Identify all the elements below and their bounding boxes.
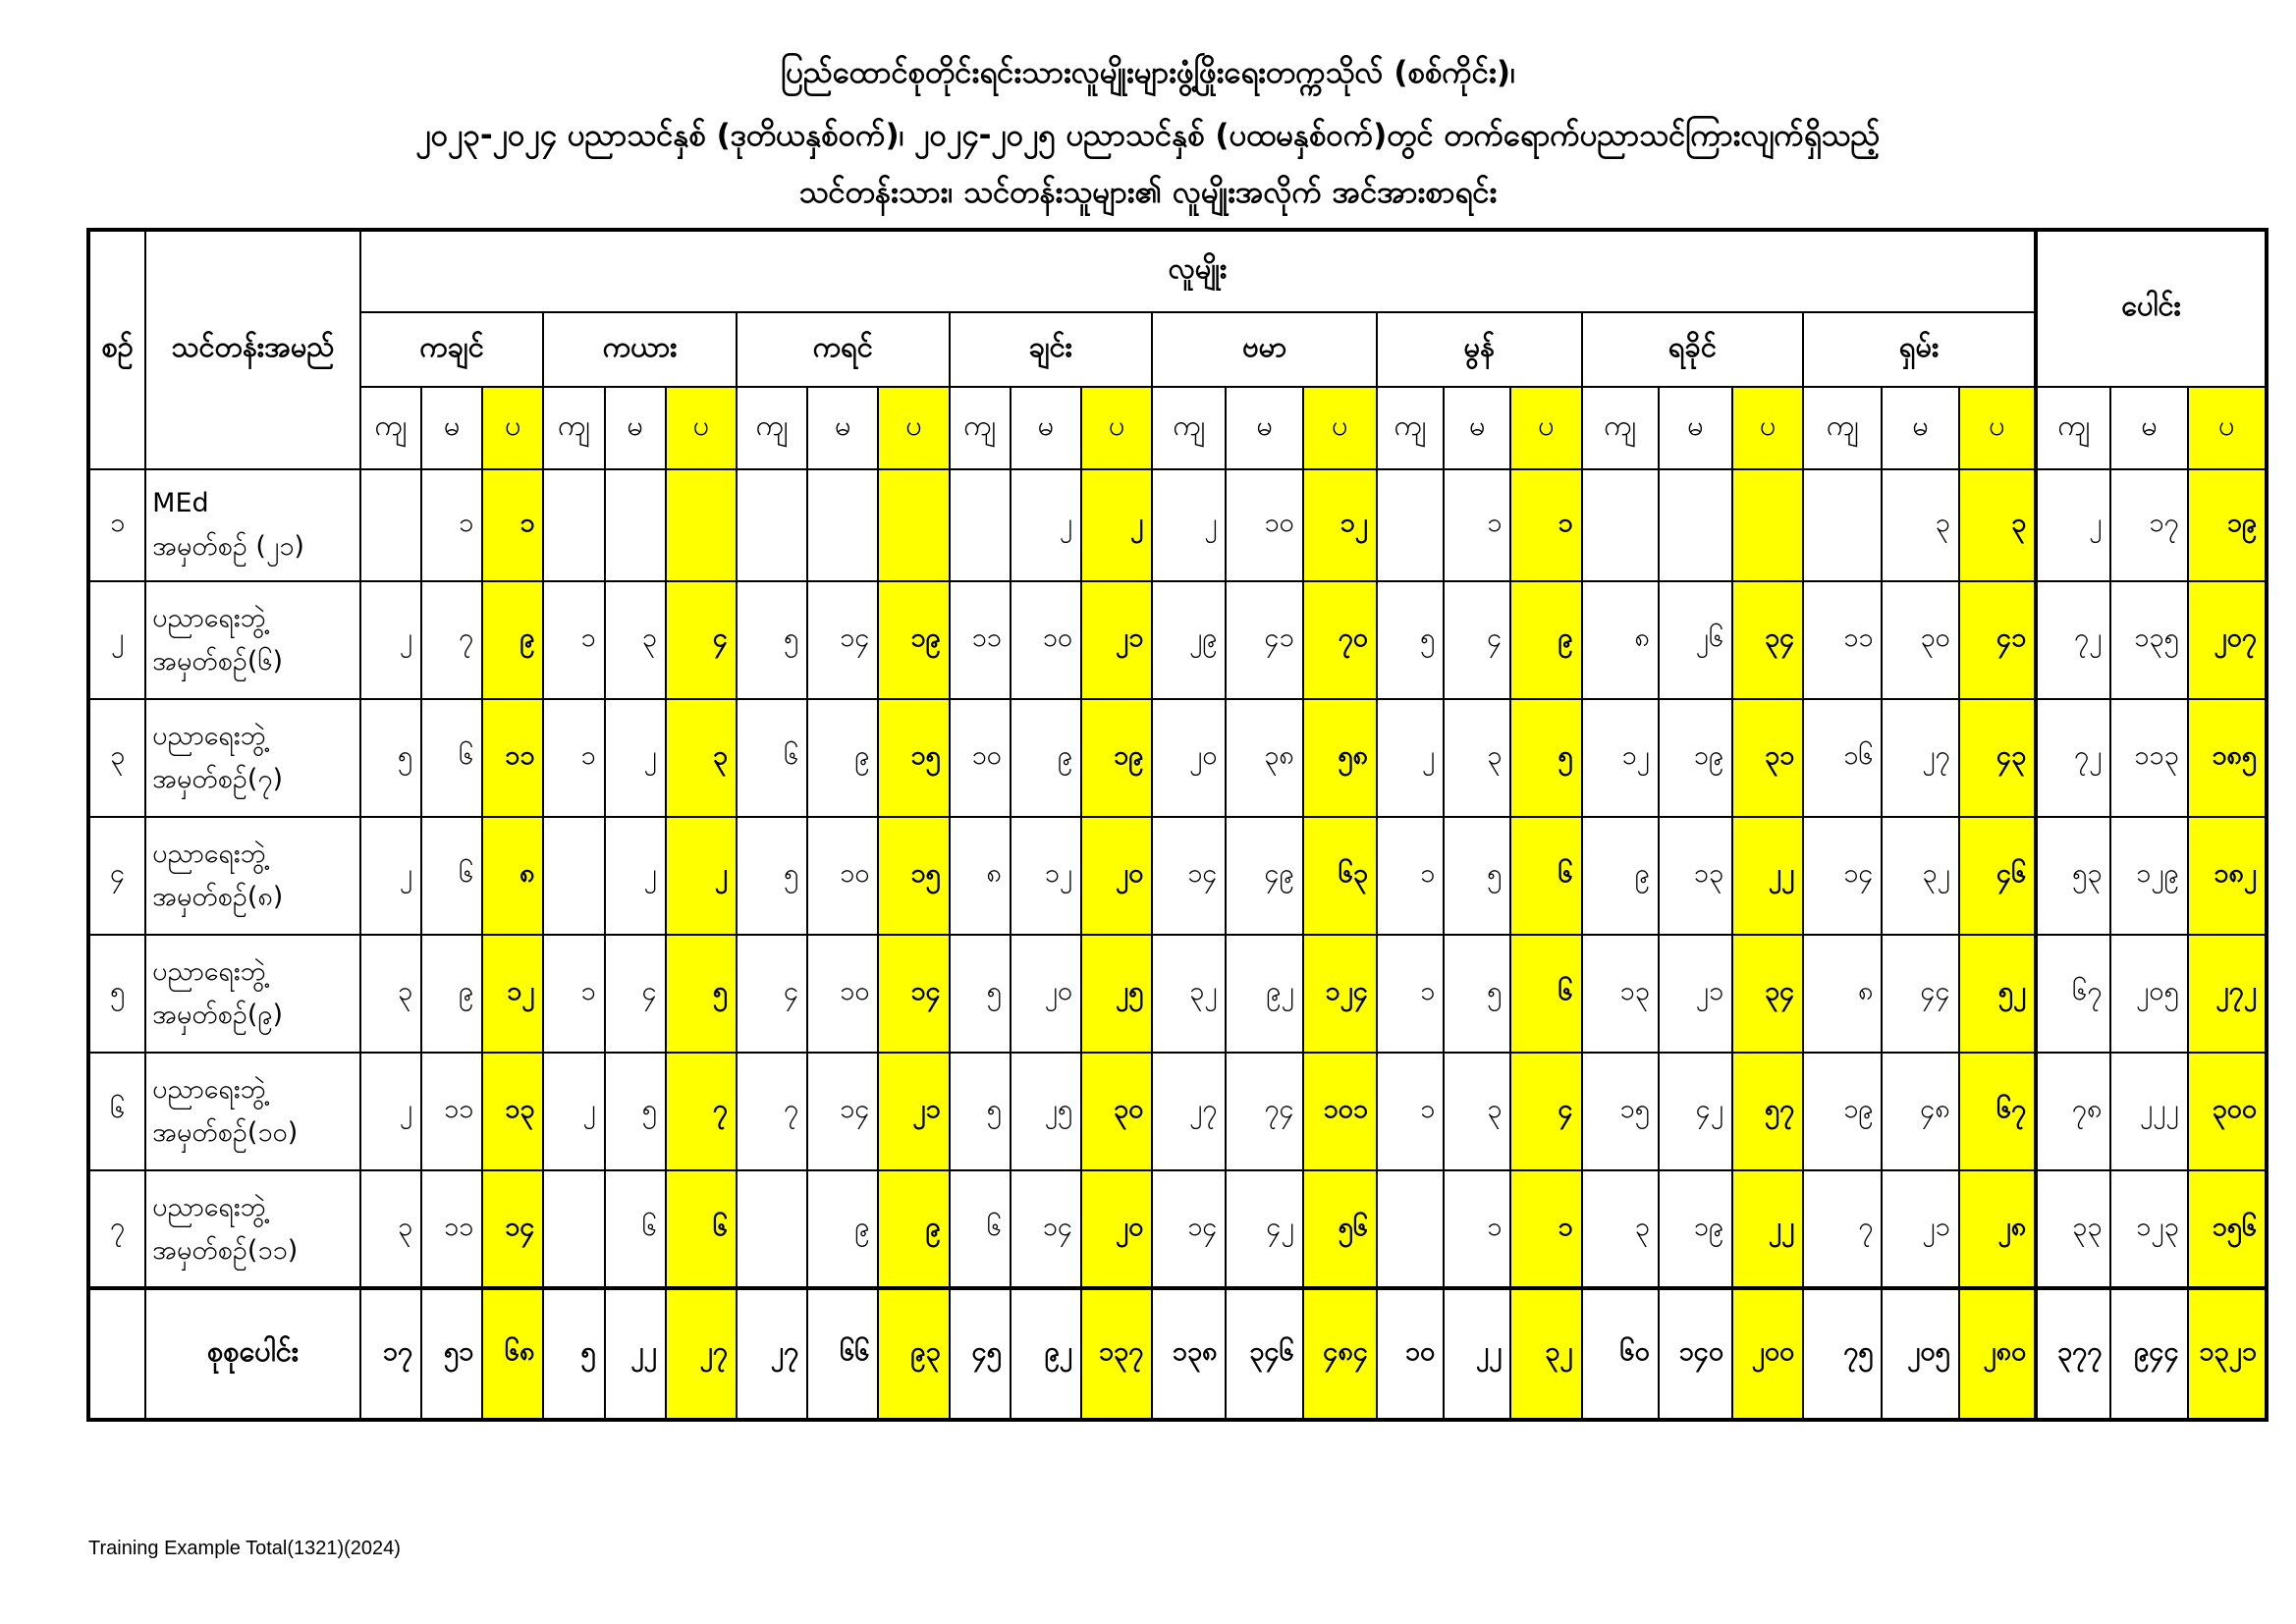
header-sub-total: ပ: [1510, 387, 1581, 469]
cell: ၁၉: [1659, 699, 1732, 817]
row-course-name: [145, 817, 360, 935]
cell: ၁: [543, 699, 604, 817]
header-sub-male: ကျ: [1152, 387, 1226, 469]
cell: ၃: [360, 935, 421, 1053]
cell: ၃၃: [2036, 1170, 2110, 1288]
cell: ၁၁: [421, 1170, 482, 1288]
cell: ၉၂: [1226, 935, 1302, 1053]
cell: ၂၀၇: [2188, 581, 2267, 699]
cell: ၁၈၂: [2188, 817, 2267, 935]
cell: ၃: [1444, 699, 1510, 817]
cell: ၄၈: [1882, 1053, 1958, 1170]
cell: ၈: [1582, 581, 1659, 699]
course-name-line1: ပညာရေးဘွဲ့: [152, 603, 266, 633]
header-ethnicity-1: ကယား: [543, 312, 737, 387]
cell: ၂၀: [1011, 935, 1081, 1053]
cell: ၄၂: [1226, 1170, 1302, 1288]
total-cell: ၂၀၅: [1882, 1288, 1958, 1420]
row-course-name: [145, 699, 360, 817]
cell: ၃၁: [1732, 699, 1803, 817]
cell: ၁၀: [950, 699, 1011, 817]
header-sub-female: မ: [421, 387, 482, 469]
row-course-name: [145, 581, 360, 699]
cell: ၅၇: [1732, 1053, 1803, 1170]
header-sub-female: မ: [1444, 387, 1510, 469]
cell: ၅: [605, 1053, 666, 1170]
cell: ၃: [360, 1170, 421, 1288]
cell: ၆: [1510, 935, 1581, 1053]
cell: ၁၆: [1803, 699, 1882, 817]
cell: ၂၂: [1732, 817, 1803, 935]
header-sub-female: မ: [2110, 387, 2187, 469]
cell: [737, 469, 807, 581]
cell: ၅: [737, 581, 807, 699]
header-sub-female: မ: [1659, 387, 1732, 469]
total-cell: ၁၃၂၁: [2188, 1288, 2267, 1420]
row-serial: ၅: [88, 935, 145, 1053]
course-name-line1: MEd: [152, 488, 209, 518]
cell: [1582, 469, 1659, 581]
cell: ၁၉: [1659, 1170, 1732, 1288]
cell: ၂၅: [1081, 935, 1152, 1053]
header-sub-total: ပ: [1732, 387, 1803, 469]
course-name-line2: အမှတ်စဉ်(၁၁): [152, 1234, 299, 1266]
cell: ၅၃: [2036, 817, 2110, 935]
cell: ၃၀: [1882, 581, 1958, 699]
cell: ၂: [360, 817, 421, 935]
table-row: [88, 581, 2267, 699]
cell: ၁၄: [807, 1053, 878, 1170]
cell: [360, 469, 421, 581]
row-course-name: [145, 935, 360, 1053]
cell: ၅: [360, 699, 421, 817]
row-course-name: [145, 469, 360, 581]
header-ethnicity-0: ကချင်: [360, 312, 544, 387]
cell: ၁၁၃: [2110, 699, 2187, 817]
table-row: [88, 469, 2267, 581]
cell: ၄၁: [1226, 581, 1302, 699]
cell: [1732, 469, 1803, 581]
cell: ၅: [1510, 699, 1581, 817]
total-cell: ၂၇: [737, 1288, 807, 1420]
cell: [878, 469, 949, 581]
total-cell: ၂၈၀: [1959, 1288, 2036, 1420]
cell: [543, 1170, 604, 1288]
total-row-serial-blank: [88, 1288, 145, 1420]
course-name-line2: အမှတ်စဉ်(၁၀): [152, 1117, 299, 1148]
total-cell: ၉၃: [878, 1288, 949, 1420]
course-name-line1: ပညာရေးဘွဲ့: [152, 1074, 266, 1105]
cell: ၂၁: [1659, 935, 1732, 1053]
cell: ၁၂: [1011, 817, 1081, 935]
cell: ၂၁: [1081, 581, 1152, 699]
header-sub-female: မ: [1882, 387, 1958, 469]
cell: [950, 469, 1011, 581]
cell: ၁၃: [1659, 817, 1732, 935]
total-cell: ၅: [543, 1288, 604, 1420]
cell: ၅: [1444, 817, 1510, 935]
cell: ၁: [1444, 469, 1510, 581]
cell: ၂: [666, 817, 737, 935]
cell: ၁၀: [807, 817, 878, 935]
document-title-line3: သင်တန်းသား၊ သင်တန်းသူများ၏ လူမျိုးအလိုက် အင်အားစာရင်း: [798, 175, 1498, 210]
cell: ၂: [2036, 469, 2110, 581]
cell: ၁၅: [878, 817, 949, 935]
total-cell: ၉၄၄: [2110, 1288, 2187, 1420]
cell: ၇၂: [2036, 699, 2110, 817]
course-name-line2: အမှတ်စဉ်(၉): [152, 1000, 284, 1030]
cell: ၇၂: [2036, 581, 2110, 699]
total-cell: ၅၁: [421, 1288, 482, 1420]
cell: ၁၉: [1803, 1053, 1882, 1170]
header-sub-male: ကျ: [1377, 387, 1444, 469]
header-sub-total: ပ: [1959, 387, 2036, 469]
header-sub-total: ပ: [2188, 387, 2267, 469]
cell: ၄၂: [1659, 1053, 1732, 1170]
cell: ၁၉: [1081, 699, 1152, 817]
header-ethnicity-group: လူမျိုး: [360, 230, 2036, 312]
table-row: [88, 1053, 2267, 1170]
cell: ၁၁: [1803, 581, 1882, 699]
cell: ၁: [482, 469, 543, 581]
cell: ၂၅: [1011, 1053, 1081, 1170]
cell: ၁၇: [2110, 469, 2187, 581]
cell: ၅: [737, 817, 807, 935]
cell: ၁: [1444, 1170, 1510, 1288]
cell: ၉: [807, 1170, 878, 1288]
cell: ၂၀: [1152, 699, 1226, 817]
header-ethnicity-5: မွန်: [1377, 312, 1582, 387]
header-ethnicity-3: ချင်း: [950, 312, 1153, 387]
header-total-group: ပေါင်း: [2036, 230, 2267, 387]
total-cell: ၃၇၇: [2036, 1288, 2110, 1420]
cell: [666, 469, 737, 581]
cell: ၆: [605, 1170, 666, 1288]
total-cell: ၂၇: [666, 1288, 737, 1420]
course-name-line2: အမှတ်စဉ်(၇): [152, 764, 284, 794]
cell: ၄: [666, 581, 737, 699]
cell: ၁၂: [1582, 699, 1659, 817]
total-cell: ၁၄၀: [1659, 1288, 1732, 1420]
cell: ၁၂၃: [2110, 1170, 2187, 1288]
cell: ၇၀: [1303, 581, 1377, 699]
total-cell: ၂၂: [605, 1288, 666, 1420]
cell: ၅: [950, 935, 1011, 1053]
cell: ၉: [1582, 817, 1659, 935]
header-course-name: သင်တန်းအမည်: [145, 230, 360, 469]
cell: ၂၆: [1659, 581, 1732, 699]
cell: ၂: [543, 1053, 604, 1170]
total-cell: ၃၄၆: [1226, 1288, 1302, 1420]
cell: ၄: [1444, 581, 1510, 699]
cell: ၁: [1377, 1053, 1444, 1170]
cell: ၂၀၅: [2110, 935, 2187, 1053]
header-sub-female: မ: [807, 387, 878, 469]
cell: ၃: [1444, 1053, 1510, 1170]
cell: ၄: [1510, 1053, 1581, 1170]
cell: ၂၁: [878, 1053, 949, 1170]
cell: ၉: [1011, 699, 1081, 817]
header-sub-male: ကျ: [950, 387, 1011, 469]
cell: ၃: [605, 581, 666, 699]
total-cell: ၁၃၇: [1081, 1288, 1152, 1420]
document-title-line1: ပြည်ထောင်စုတိုင်းရင်းသားလူမျိုးများဖွံ့ဖြိုးရေးတက္ကသိုလ် (စစ်ကိုင်း)၊: [781, 55, 1515, 90]
cell: ၁၃: [482, 1053, 543, 1170]
header-ethnicity-2: ကရင်: [737, 312, 950, 387]
cell: ၆: [950, 1170, 1011, 1288]
cell: ၆: [421, 699, 482, 817]
cell: ၁၁: [482, 699, 543, 817]
cell: ၆၇: [1959, 1053, 2036, 1170]
cell: ၁: [1510, 469, 1581, 581]
cell: ၁၄: [1152, 817, 1226, 935]
cell: ၇: [1803, 1170, 1882, 1288]
cell: ၁၃၅: [2110, 581, 2187, 699]
cell: [1803, 469, 1882, 581]
ethnicity-enrollment-table: [86, 228, 2269, 1422]
total-row: [88, 1288, 2267, 1420]
cell: ၂: [605, 699, 666, 817]
footer-note: Training Example Total(1321)(2024): [88, 1538, 401, 1559]
total-cell: ၄၅: [950, 1288, 1011, 1420]
cell: ၁: [543, 935, 604, 1053]
cell: ၁၁: [950, 581, 1011, 699]
table-row: [88, 817, 2267, 935]
cell: ၁၃: [1582, 935, 1659, 1053]
cell: ၁၀: [1011, 581, 1081, 699]
cell: ၃၂: [1882, 817, 1958, 935]
header-sub-total: ပ: [1081, 387, 1152, 469]
cell: ၂၉: [1152, 581, 1226, 699]
cell: [807, 469, 878, 581]
cell: ၂: [1011, 469, 1081, 581]
total-cell: ၉၂: [1011, 1288, 1081, 1420]
cell: ၅: [1377, 581, 1444, 699]
cell: ၁၅: [1582, 1053, 1659, 1170]
cell: ၁: [421, 469, 482, 581]
course-name-line1: ပညာရေးဘွဲ့: [152, 839, 266, 869]
cell: ၃၈: [1226, 699, 1302, 817]
total-row-label: စုစုပေါင်း: [145, 1288, 360, 1420]
cell: ၂၀: [1081, 817, 1152, 935]
header-sub-total: ပ: [482, 387, 543, 469]
cell: ၃: [1582, 1170, 1659, 1288]
cell: ၁၂: [482, 935, 543, 1053]
header-sub-male: ကျ: [2036, 387, 2110, 469]
cell: ၈: [1803, 935, 1882, 1053]
cell: ၉: [421, 935, 482, 1053]
cell: ၉: [482, 581, 543, 699]
cell: ၂: [1377, 699, 1444, 817]
course-name-line1: ပညာရေးဘွဲ့: [152, 956, 266, 987]
total-cell: ၂၂: [1444, 1288, 1510, 1420]
course-name-line1: ပညာရေးဘွဲ့: [152, 721, 266, 751]
total-cell: ၁၀: [1377, 1288, 1444, 1420]
cell: ၄၆: [1959, 817, 2036, 935]
cell: ၆: [666, 1170, 737, 1288]
row-course-name: [145, 1053, 360, 1170]
cell: ၃: [1882, 469, 1958, 581]
total-cell: ၄၈၄: [1303, 1288, 1377, 1420]
cell: ၁၉: [878, 581, 949, 699]
cell: ၈: [950, 817, 1011, 935]
row-serial: ၇: [88, 1170, 145, 1288]
header-sub-total: ပ: [1303, 387, 1377, 469]
cell: ၄၁: [1959, 581, 2036, 699]
row-course-name: [145, 1170, 360, 1288]
cell: ၃: [666, 699, 737, 817]
cell: ၇: [666, 1053, 737, 1170]
cell: ၁၄: [482, 1170, 543, 1288]
cell: ၂: [360, 581, 421, 699]
cell: ၈: [482, 817, 543, 935]
cell: ၆၇: [2036, 935, 2110, 1053]
cell: [1377, 469, 1444, 581]
cell: ၁: [1377, 935, 1444, 1053]
cell: ၂၇၂: [2188, 935, 2267, 1053]
cell: [605, 469, 666, 581]
total-cell: ၆၈: [482, 1288, 543, 1420]
total-cell: ၁၇: [360, 1288, 421, 1420]
cell: ၁၀၁: [1303, 1053, 1377, 1170]
cell: ၂၁: [1882, 1170, 1958, 1288]
header-ethnicity-6: ရခိုင်: [1582, 312, 1804, 387]
header-serial: စဉ်: [88, 230, 145, 469]
cell: ၇၄: [1226, 1053, 1302, 1170]
course-name-line2: အမှတ်စဉ်(၈): [152, 882, 284, 912]
course-name-line2: အမှတ်စဉ် (၂၁): [152, 531, 304, 562]
table-row: [88, 1170, 2267, 1288]
cell: ၁၄: [878, 935, 949, 1053]
cell: ၁၂၉: [2110, 817, 2187, 935]
cell: ၉: [1510, 581, 1581, 699]
header-sub-male: ကျ: [543, 387, 604, 469]
cell: [543, 469, 604, 581]
cell: ၅၈: [1303, 699, 1377, 817]
cell: [1659, 469, 1732, 581]
cell: ၁၅၆: [2188, 1170, 2267, 1288]
header-sub-male: ကျ: [737, 387, 807, 469]
cell: ၃၄: [1732, 935, 1803, 1053]
cell: ၁၅: [878, 699, 949, 817]
cell: ၅: [1444, 935, 1510, 1053]
cell: ၁၈၅: [2188, 699, 2267, 817]
course-name-line2: အမှတ်စဉ်(၆): [152, 646, 284, 677]
cell: ၃: [1959, 469, 2036, 581]
cell: ၂: [360, 1053, 421, 1170]
cell: ၁: [543, 581, 604, 699]
header-sub-female: မ: [1011, 387, 1081, 469]
header-ethnicity-4: ဗမာ: [1152, 312, 1377, 387]
cell: ၉: [878, 1170, 949, 1288]
header-sub-female: မ: [605, 387, 666, 469]
cell: ၆၃: [1303, 817, 1377, 935]
cell: ၄: [737, 935, 807, 1053]
cell: ၃၄: [1732, 581, 1803, 699]
cell: ၂: [605, 817, 666, 935]
cell: [1377, 1170, 1444, 1288]
cell: ၃၀၀: [2188, 1053, 2267, 1170]
cell: ၄: [605, 935, 666, 1053]
row-serial: ၃: [88, 699, 145, 817]
cell: ၄၉: [1226, 817, 1302, 935]
cell: ၆: [1510, 817, 1581, 935]
cell: ၂၈: [1959, 1170, 2036, 1288]
cell: ၅: [666, 935, 737, 1053]
cell: ၇၈: [2036, 1053, 2110, 1170]
cell: [543, 817, 604, 935]
cell: ၁: [1377, 817, 1444, 935]
total-cell: ၂၀၀: [1732, 1288, 1803, 1420]
cell: ၁: [1510, 1170, 1581, 1288]
cell: ၁၄: [1803, 817, 1882, 935]
cell: ၂၂၂: [2110, 1053, 2187, 1170]
cell: ၇: [421, 581, 482, 699]
cell: ၄၃: [1959, 699, 2036, 817]
row-serial: ၂: [88, 581, 145, 699]
cell: [737, 1170, 807, 1288]
header-sub-total: ပ: [666, 387, 737, 469]
total-cell: ၆၀: [1582, 1288, 1659, 1420]
cell: ၅: [950, 1053, 1011, 1170]
header-sub-female: မ: [1226, 387, 1302, 469]
cell: ၁၄: [807, 581, 878, 699]
header-sub-male: ကျ: [360, 387, 421, 469]
cell: ၆: [737, 699, 807, 817]
total-cell: ၇၅: [1803, 1288, 1882, 1420]
cell: ၁၀: [807, 935, 878, 1053]
cell: ၅၂: [1959, 935, 2036, 1053]
cell: ၁၉: [2188, 469, 2267, 581]
header-sub-total: ပ: [878, 387, 949, 469]
header-sub-male: ကျ: [1803, 387, 1882, 469]
row-serial: ၆: [88, 1053, 145, 1170]
cell: ၂၀: [1081, 1170, 1152, 1288]
cell: ၂၇: [1152, 1053, 1226, 1170]
cell: ၃၂: [1152, 935, 1226, 1053]
cell: ၂၂: [1732, 1170, 1803, 1288]
cell: ၉: [807, 699, 878, 817]
row-serial: ၁: [88, 469, 145, 581]
cell: ၂: [1152, 469, 1226, 581]
cell: ၁၄: [1011, 1170, 1081, 1288]
document-title-line2: ၂၀၂၃-၂၀၂၄ ပညာသင်နှစ် (ဒုတိယနှစ်ဝက်)၊ ၂၀၂၄-၂၀၂၅ ပညာသင်နှစ် (ပထမနှစ်ဝက်)တွင် တက်ရောက်ပညာသင်ကြားလျက်ရှိသည့်: [415, 118, 1881, 153]
table-row: [88, 935, 2267, 1053]
table-row: [88, 699, 2267, 817]
cell: ၂: [1081, 469, 1152, 581]
cell: ၁၂၄: [1303, 935, 1377, 1053]
cell: ၅၆: [1303, 1170, 1377, 1288]
course-name-line1: ပညာရေးဘွဲ့: [152, 1191, 266, 1222]
header-ethnicity-7: ရှမ်း: [1803, 312, 2036, 387]
cell: ၁၁: [421, 1053, 482, 1170]
cell: ၄၄: [1882, 935, 1958, 1053]
cell: ၆: [421, 817, 482, 935]
cell: ၁၀: [1226, 469, 1302, 581]
row-serial: ၄: [88, 817, 145, 935]
total-cell: ၆၆: [807, 1288, 878, 1420]
cell: ၁၂: [1303, 469, 1377, 581]
header-sub-male: ကျ: [1582, 387, 1659, 469]
cell: ၃၀: [1081, 1053, 1152, 1170]
total-cell: ၁၃၈: [1152, 1288, 1226, 1420]
cell: ၁၄: [1152, 1170, 1226, 1288]
cell: ၇: [737, 1053, 807, 1170]
cell: ၂၇: [1882, 699, 1958, 817]
total-cell: ၃၂: [1510, 1288, 1581, 1420]
